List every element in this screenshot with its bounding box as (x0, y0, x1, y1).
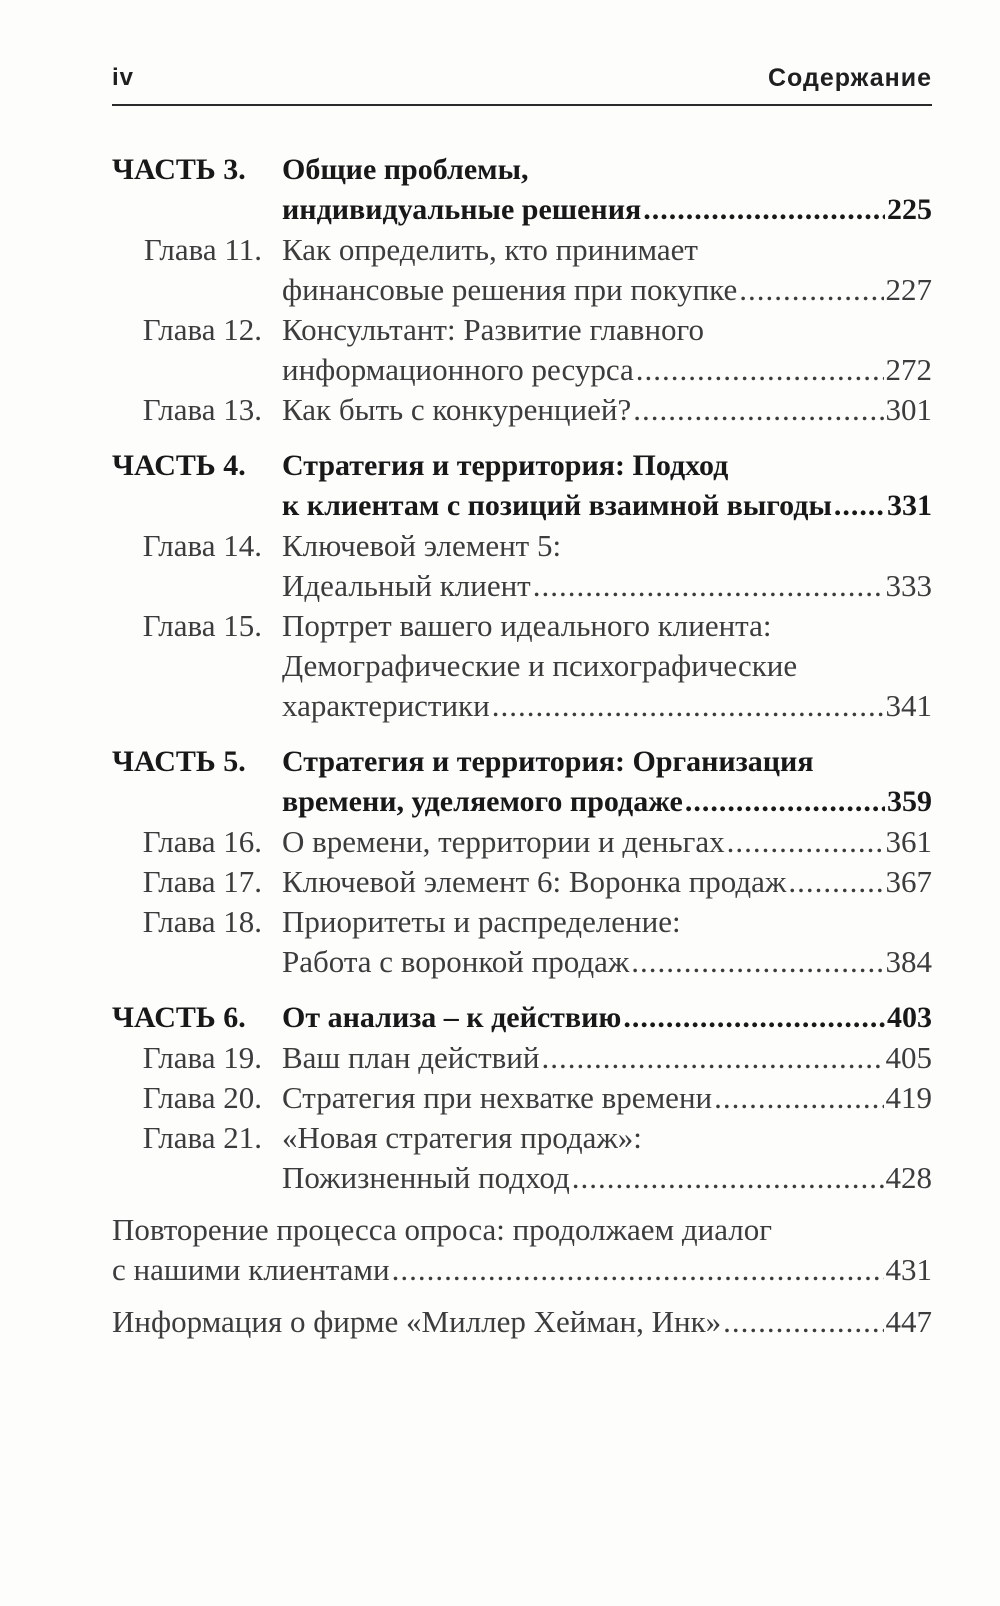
entry-title-line: информационного ресурса (282, 352, 634, 387)
entry-title-line: финансовые решения при покупке (282, 272, 738, 307)
entry-title-line: Демографические и психографические (282, 648, 798, 683)
page-ref: 384 (885, 944, 932, 979)
dot-leader (834, 486, 885, 526)
entry-leader-row (282, 686, 932, 726)
dot-leader (643, 190, 885, 230)
dot-leader (623, 998, 885, 1038)
dot-leader (727, 822, 884, 862)
page-ref: 272 (885, 352, 932, 387)
page-ref: 227 (885, 272, 932, 307)
chapter-label: Глава 17. (142, 864, 262, 899)
entry-leader-row (282, 942, 932, 982)
page-ref: 341 (885, 688, 932, 723)
entry-title (282, 446, 932, 526)
page-number: iv (112, 64, 135, 91)
entry-title-line: Работа с воронкой продаж (282, 944, 630, 979)
entry-title-line: Идеальный клиент (282, 568, 531, 603)
chapter-label: Глава 19. (142, 1040, 262, 1075)
page-ref: 419 (885, 1080, 932, 1115)
page-ref: 431 (885, 1252, 932, 1287)
dot-leader (633, 390, 883, 430)
entry-title (282, 230, 932, 310)
entry-title-line: Пожизненный подход (282, 1160, 570, 1195)
entry-title (282, 150, 932, 230)
dot-leader (788, 862, 883, 902)
toc-part-entry (112, 150, 932, 230)
entry-title (282, 862, 932, 902)
chapter-label: Глава 18. (142, 904, 262, 939)
entry-leader-row (282, 822, 932, 862)
part-label: ЧАСТЬ 4. (112, 449, 246, 482)
entry-title-line: индивидуальные решения (282, 193, 642, 226)
page-ref: 333 (885, 568, 932, 603)
entry-title (282, 742, 932, 822)
page-ref: 403 (887, 1001, 932, 1034)
dot-leader (533, 566, 884, 606)
entry-leader-row (282, 998, 932, 1038)
toc-chapter-entry (112, 1078, 932, 1118)
part-label: ЧАСТЬ 6. (112, 1001, 246, 1034)
entry-title (282, 822, 932, 862)
entry-leader-row (282, 350, 932, 390)
entry-title-line: Ваш план действий (282, 1040, 540, 1075)
toc-chapter-entry (112, 526, 932, 606)
dot-leader (739, 270, 883, 310)
entry-title-line: Стратегия и территория: Организация (282, 745, 814, 778)
toc-chapter-entry (112, 606, 932, 726)
part-label: ЧАСТЬ 5. (112, 745, 246, 778)
toc-chapter-entry (112, 1118, 932, 1198)
dot-leader (685, 782, 885, 822)
entry-leader-row (112, 1302, 932, 1342)
dot-leader (636, 350, 884, 390)
entry-title-line: Стратегия при нехватке времени (282, 1080, 713, 1115)
toc-chapter-entry (112, 862, 932, 902)
entry-leader-row (282, 862, 932, 902)
toc-chapter-entry (112, 902, 932, 982)
entry-leader-row (112, 1250, 932, 1290)
toc-entry (112, 1210, 932, 1290)
entry-leader-row (282, 566, 932, 606)
dot-leader (392, 1250, 884, 1290)
entry-title (282, 606, 932, 726)
entry-leader-row (282, 1038, 932, 1078)
entry-title (282, 526, 932, 606)
entry-title (282, 902, 932, 982)
entry-title-line: Приоритеты и распределение: (282, 904, 681, 939)
entry-leader-row (282, 270, 932, 310)
entry-title (112, 1302, 932, 1342)
chapter-label: Глава 12. (142, 312, 262, 347)
dot-leader (572, 1158, 884, 1198)
dot-leader (714, 1078, 883, 1118)
entry-title-line: Повторение процесса опроса: продолжаем диалог (112, 1212, 772, 1247)
entry-leader-row (282, 1078, 932, 1118)
dot-leader (723, 1302, 883, 1342)
entry-title-line: Ключевой элемент 5: (282, 528, 562, 563)
page-ref: 447 (885, 1304, 932, 1339)
chapter-label: Глава 14. (142, 528, 262, 563)
entry-title (112, 1210, 932, 1290)
entry-leader-row (282, 190, 932, 230)
entry-title-line: Информация о фирме «Миллер Хейман, Инк» (112, 1304, 722, 1339)
toc-chapter-entry (112, 822, 932, 862)
part-label: ЧАСТЬ 3. (112, 153, 246, 186)
entry-title-line: Как определить, кто принимает (282, 232, 698, 267)
running-header (112, 64, 932, 106)
entry-title-line: с нашими клиентами (112, 1252, 390, 1287)
toc-entry (112, 1302, 932, 1342)
entry-title-line: Портрет вашего идеального клиента: (282, 608, 772, 643)
entry-title-line: Как быть с конкуренцией? (282, 392, 632, 427)
entry-title (282, 998, 932, 1038)
toc-chapter-entry (112, 230, 932, 310)
entry-title-line: Консультант: Развитие главного (282, 312, 704, 347)
chapter-label: Глава 20. (142, 1080, 262, 1115)
entry-title-line: времени, уделяемого продаже (282, 785, 683, 818)
entry-title-line: характеристики (282, 688, 490, 723)
entry-title-line: О времени, территории и деньгах (282, 824, 725, 859)
chapter-label: Глава 11. (143, 232, 262, 267)
page-ref: 359 (887, 785, 932, 818)
toc-chapter-entry (112, 1038, 932, 1078)
page-ref: 225 (887, 193, 932, 226)
entry-title (282, 1118, 932, 1198)
entry-leader-row (282, 390, 932, 430)
dot-leader (541, 1038, 883, 1078)
page-ref: 301 (885, 392, 932, 427)
toc-part-entry (112, 998, 932, 1038)
entry-leader-row (282, 1158, 932, 1198)
page-ref: 361 (885, 824, 932, 859)
entry-title-line: Общие проблемы, (282, 153, 529, 186)
chapter-label: Глава 13. (142, 392, 262, 427)
page-ref: 405 (885, 1040, 932, 1075)
toc-part-entry (112, 742, 932, 822)
dot-leader (492, 686, 884, 726)
toc-part-entry (112, 446, 932, 526)
running-title: Содержание (767, 64, 932, 92)
entry-title-line: «Новая стратегия продаж»: (282, 1120, 642, 1155)
chapter-label: Глава 15. (142, 608, 262, 643)
entry-title (282, 390, 932, 430)
entry-leader-row (282, 486, 932, 526)
entry-title-line: От анализа – к действию (282, 1001, 622, 1034)
toc-chapter-entry (112, 390, 932, 430)
entry-title-line: Ключевой элемент 6: Воронка продаж (282, 864, 787, 899)
toc-chapter-entry (112, 310, 932, 390)
entry-title (282, 1038, 932, 1078)
chapter-label: Глава 16. (142, 824, 262, 859)
page-ref: 331 (887, 489, 932, 522)
dot-leader (631, 942, 883, 982)
entry-title (282, 310, 932, 390)
entry-title-line: Стратегия и территория: Подход (282, 449, 729, 482)
table-of-contents (112, 150, 932, 1342)
entry-title-line: к клиентам с позиций взаимной выгоды (282, 489, 832, 522)
entry-title (282, 1078, 932, 1118)
entry-leader-row (282, 782, 932, 822)
page-ref: 428 (885, 1160, 932, 1195)
page-ref: 367 (885, 864, 932, 899)
chapter-label: Глава 21. (142, 1120, 262, 1155)
